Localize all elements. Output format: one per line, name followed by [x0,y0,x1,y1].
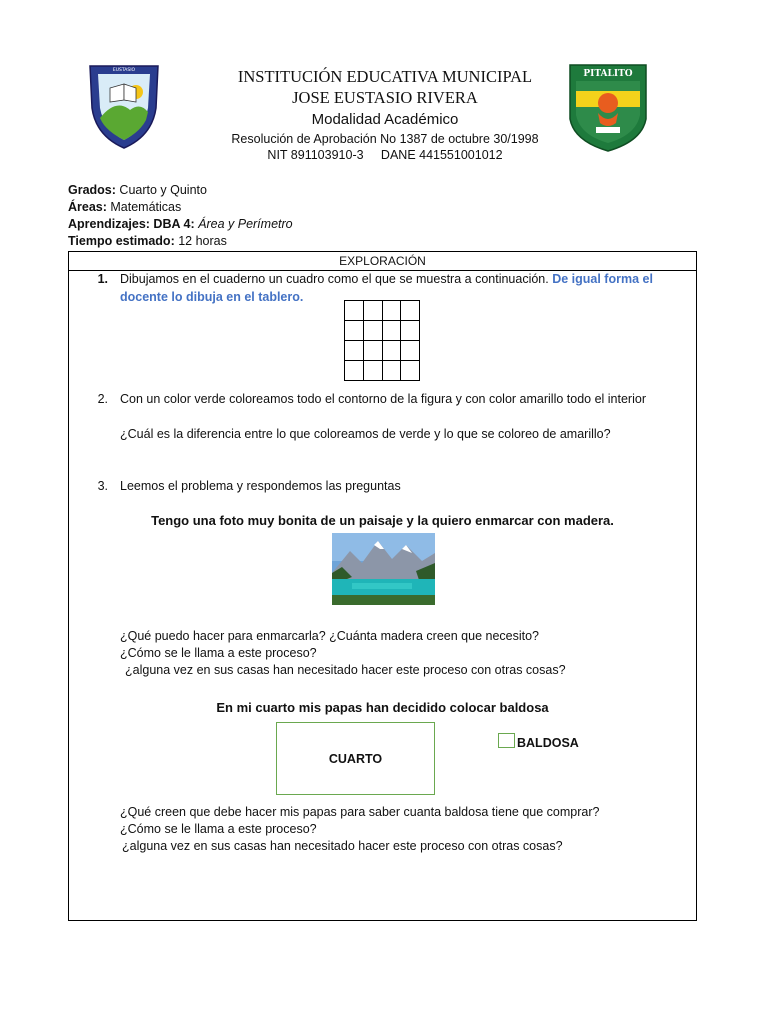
problem-tile-text: En mi cuarto mis papas han decidido colocar baldosa [216,700,549,715]
frame-question-3: ¿alguna vez en sus casas han necesitado hacer este proceso con otras cosas? [125,663,566,677]
svg-text:EUSTASIO: EUSTASIO [112,68,136,73]
grid-cell [382,341,401,361]
cuarto-label: CUARTO [328,751,383,766]
item2-question: ¿Cuál es la diferencia entre lo que coloreamos de verde y lo que se coloreo de amarillo? [120,427,611,441]
grid-cell [363,321,382,341]
tile-question-2: ¿Cómo se le llama a este proceso? [120,822,317,836]
item1-text [120,271,653,288]
cuarto-rectangle [276,722,435,795]
school-name: JOSE EUSTASIO RIVERA [292,88,478,107]
item1-blue-b: docente lo dibuja en el tablero. [120,290,304,304]
square-grid [344,300,420,381]
frame-question-2: ¿Cómo se le llama a este proceso? [120,646,317,660]
tiempo-value: 12 horas [174,234,227,248]
grid-cell [363,301,382,321]
aprendizajes-line [68,216,293,233]
grados-label: Grados: [68,183,116,197]
grid-cell [401,321,420,341]
item1-instruction: Dibujamos en el cuaderno un cuadro como el que se muestra a continuación. [120,272,549,286]
grid-cell [382,321,401,341]
grid-cell [345,301,364,321]
grid-cell [363,361,382,381]
tiempo-label: Tiempo estimado: [68,234,175,248]
grid-cell [401,301,420,321]
baldosa-square [498,733,515,748]
item2-text: Con un color verde coloreamos todo el contorno de la figura y con color amarillo todo el interior [120,392,646,406]
areas-label: Áreas: [68,200,107,214]
grid-cell [382,301,401,321]
grid-cell [401,341,420,361]
aprendizajes-value: Área y Perímetro [194,217,293,231]
item3-number: 3. [97,479,108,493]
grid-cell [345,361,364,381]
resolution: Resolución de Aprobación No 1387 de octubre 30/1998 [231,132,539,146]
modality: Modalidad Académico [311,111,459,128]
item1-blue-a: De igual forma el [552,272,653,286]
section-title: EXPLORACIÓN [69,252,696,271]
tiempo-line [68,233,227,250]
item2-number: 2. [97,392,108,406]
institution-name: INSTITUCIÓN EDUCATIVA MUNICIPAL [237,67,533,86]
grados-line [68,182,207,199]
svg-text:PITALITO: PITALITO [583,69,633,79]
frame-question-1: ¿Qué puedo hacer para enmarcarla? ¿Cuánta madera creen que necesito? [120,629,540,643]
school-crest-logo [86,58,162,150]
baldosa-label: BALDOSA [517,736,579,750]
nit-dane: NIT 891103910-3 DANE 441551001012 [267,148,503,162]
grid-cell [345,341,364,361]
grid-cell [401,361,420,381]
grid-cell [345,321,364,341]
landscape-photo [332,533,435,605]
grid-cell [382,361,401,381]
grid-cell [363,341,382,361]
item3-text: Leemos el problema y respondemos las preguntas [120,479,401,493]
tile-question-1: ¿Qué creen que debe hacer mis papas para saber cuanta baldosa tiene que comprar? [120,805,600,819]
tile-question-3: ¿alguna vez en sus casas han necesitado hacer este proceso con otras cosas? [122,839,563,853]
aprendizajes-label: Aprendizajes: DBA 4: [68,217,195,231]
grados-value: Cuarto y Quinto [115,183,207,197]
areas-line [68,199,181,216]
problem-frame-text: Tengo una foto muy bonita de un paisaje y la quiero enmarcar con madera. [151,513,614,528]
item1-number: 1. [97,272,108,286]
areas-value: Matemáticas [106,200,182,214]
